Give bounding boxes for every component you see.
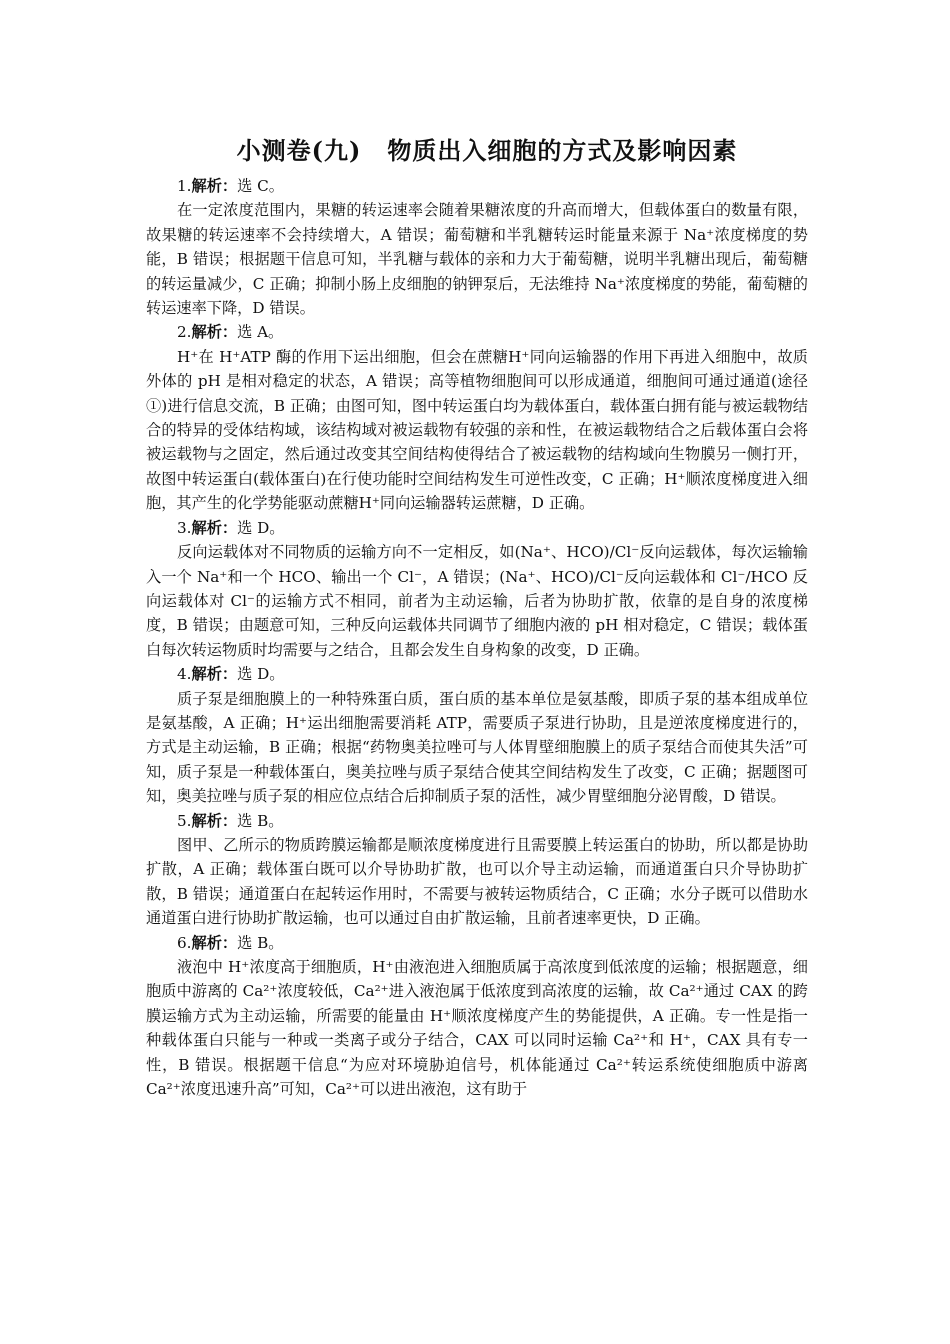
question-2: [146, 320, 808, 515]
question-3: [146, 516, 808, 662]
answer-line: [146, 320, 808, 344]
question-number: 5.: [177, 811, 192, 830]
question-5: [146, 809, 808, 931]
question-number: 6.: [177, 933, 192, 952]
answer-line: [146, 174, 808, 198]
answer-choice: 选 B。: [237, 811, 284, 830]
answer-choice: 选 C。: [237, 177, 284, 195]
answer-label: 解析：: [191, 665, 238, 684]
question-number: 3.: [177, 518, 192, 537]
answer-line: [146, 516, 808, 540]
answer-label: 解析：: [191, 811, 238, 830]
answer-choice: 选 B。: [237, 933, 284, 952]
answer-line: [146, 931, 808, 955]
answer-label: 解析：: [191, 933, 238, 952]
page-title: [166, 128, 808, 174]
title-main: 小测卷(九): [236, 136, 362, 165]
question-number: 4.: [177, 665, 192, 684]
explanation-paragraph: 图甲、乙所示的物质跨膜运输都是顺浓度梯度进行且需要膜上转运蛋白的协助，所以都是协助扩散，A 正确；载体蛋白既可以介导协助扩散，也可以介导主动运输，而通道蛋白只介导协助扩散，B 错误；通道蛋白在起转运作用时，不需要与被转运物质结合，C 正确；水分子既可以借助水通道蛋白进行协助扩散运输，也可以通过自由扩散运输，且前者速率更快，D 正确。: [146, 835, 808, 928]
explanation-paragraph: 在一定浓度范围内，果糖的转运速率会随着果糖浓度的升高而增大，但载体蛋白的数量有限，故果糖的转运速率不会持续增大，A 错误；葡萄糖和半乳糖转运时能量来源于 Na⁺浓度梯度的势能，B 错误；根据题干信息可知，半乳糖与载体的亲和力大于葡萄糖，说明半乳糖出现后，葡萄糖的转运量减少，C 正确；抑制小肠上皮细胞的钠钾泵后，无法维持 Na⁺浓度梯度的势能，葡萄糖的转运速率下降，D 错误。: [146, 201, 808, 318]
question-6: [146, 931, 808, 1102]
document-page: [146, 128, 808, 1101]
question-4: [146, 662, 808, 808]
explanation-paragraph: 质子泵是细胞膜上的一种特殊蛋白质，蛋白质的基本单位是氨基酸，即质子泵的基本组成单位是氨基酸，A 正确；H⁺运出细胞需要消耗 ATP，需要质子泵进行协助，且是逆浓度梯度进行的，方式是主动运输，B 正确；根据“药物奥美拉唑可与人体胃壁细胞膜上的质子泵结合而使其失活”可知，质子泵是一种载体蛋白，奥美拉唑与质子泵结合使其空间结构发生了改变，C 正确；据题图可知，奥美拉唑与质子泵的相应位点结合后抑制质子泵的活性，减少胃壁细胞分泌胃酸，D 错误。: [146, 689, 808, 806]
answer-label: 解析：: [191, 323, 238, 342]
question-number: 1.: [177, 177, 192, 195]
explanation-paragraph: 液泡中 H⁺浓度高于细胞质，H⁺由液泡进入细胞质属于高浓度到低浓度的运输；根据题意，细胞质中游离的 Ca²⁺浓度较低，Ca²⁺进入液泡属于低浓度到高浓度的运输，故 Ca²⁺通过 CAX 的跨膜运输方式为主动运输，所需要的能量由 H⁺顺浓度梯度产生的势能提供，A 正确。专一性是指一种载体蛋白只能与一种或一类离子或分子结合，CAX 可以同时运输 Ca²⁺和 H⁺，CAX 具有专一性，B 错误。根据题干信息“为应对环境胁迫信号，机体能通过 Ca²⁺转运系统使细胞质中游离 Ca²⁺浓度迅速升高”可知，Ca²⁺可以进出液泡，这有助于: [146, 958, 808, 1099]
question-number: 2.: [177, 323, 192, 342]
answer-choice: 选 D。: [237, 665, 285, 684]
answer-choice: 选 A。: [237, 323, 284, 342]
answer-line: [146, 809, 808, 833]
answer-choice: 选 D。: [237, 518, 285, 537]
answer-label: 解析：: [191, 177, 238, 195]
explanation-paragraph: H⁺在 H⁺ATP 酶的作用下运出细胞，但会在蔗糖H⁺同向运输器的作用下再进入细胞中，故质外体的 pH 是相对稳定的状态，A 错误；高等植物细胞间可以形成通道，细胞间可通过通道(途径①)进行信息交流，B 正确；由图可知，图中转运蛋白均为载体蛋白，载体蛋白拥有能与被运载物结合的特异的受体结构域，该结构域对被运载物有较强的亲和性，在被运载物结合之后载体蛋白会将被运载物与之固定，然后通过改变其空间结构使得结合了被运载物的结构域向生物膜另一侧打开，故图中转运蛋白(载体蛋白)在行使功能时空间结构发生可逆性改变，C 正确；H⁺顺浓度梯度进入细胞，其产生的化学势能驱动蔗糖H⁺同向运输器转运蔗糖，D 正确。: [146, 347, 808, 513]
question-1: [146, 174, 808, 320]
title-subject: 物质出入细胞的方式及影响因素: [387, 136, 738, 165]
answer-label: 解析：: [191, 518, 238, 537]
explanation-paragraph: 反向运载体对不同物质的运输方向不一定相反，如(Na⁺、HCO)/Cl⁻反向运载体，每次运输输入一个 Na⁺和一个 HCO、输出一个 Cl⁻，A 错误；(Na⁺、HCO)/Cl⁻反向运载体和 Cl⁻/HCO 反向运载体对 Cl⁻的运输方式不相同，前者为主动运输，后者为协助扩散，依靠的是自身的浓度梯度，B 错误；由题意可知，三种反向运载体共同调节了细胞内液的 pH 相对稳定，C 错误；载体蛋白每次转运物质时均需要与之结合，且都会发生自身构象的改变，D 正确。: [146, 543, 808, 659]
answer-line: [146, 662, 808, 686]
